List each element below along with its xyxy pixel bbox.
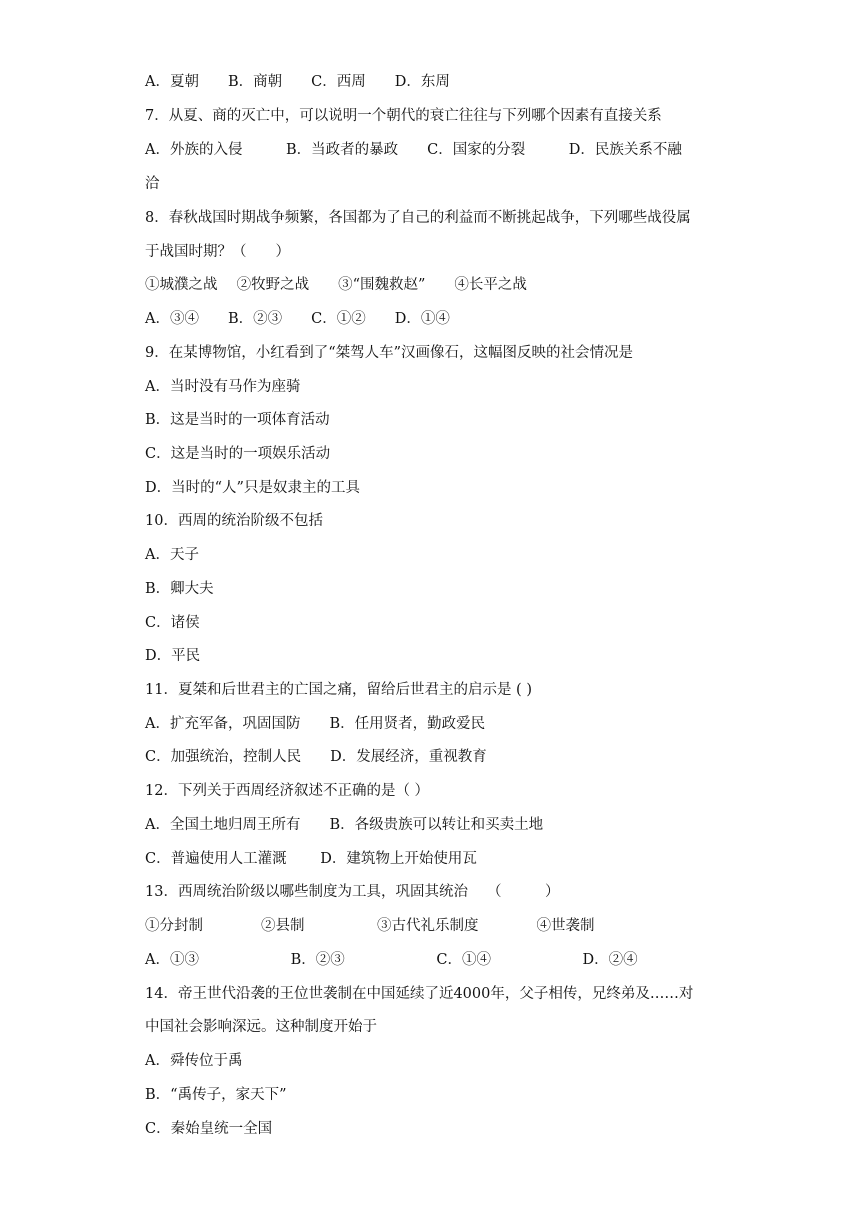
q10-stem: 10．西周的统治阶级不包括 [145,513,323,529]
q9-option-c: C．这是当时的一项娱乐活动 [145,446,331,462]
q14-option-c: C．秦始皇统一全国 [145,1121,273,1137]
q11-options-cd: C．加强统治，控制人民 D．发展经济，重视教育 [145,749,487,765]
q14-stem: 14．帝王世代沿袭的王位世袭制在中国延续了近4000年，父子相传，兄终弟及……对 [145,986,694,1002]
q8-stem-cont: 于战国时期？（ ） [145,244,290,260]
q12-options-cd: C．普遍使用人工灌溉 D．建筑物上开始使用瓦 [145,851,477,867]
q7-stem: 7．从夏、商的灭亡中，可以说明一个朝代的衰亡往往与下列哪个因素有直接关系 [145,108,662,124]
q10-option-d: D．平民 [145,648,201,664]
q13-stem: 13．西周统治阶级以哪些制度为工具，巩固其统治 （ ） [145,884,560,900]
q9-stem: 9．在某博物馆，小红看到了“桀驾人车”汉画像石，这幅图反映的社会情况是 [145,345,634,361]
q11-options-ab: A．扩充军备，巩固国防 B．任用贤者，勤政爱民 [145,716,486,732]
q11-stem: 11．夏桀和后世君主的亡国之痛，留给后世君主的启示是 ( ) [145,682,532,698]
q13-items: ①分封制 ②县制 ③古代礼乐制度 ④世袭制 [145,918,595,934]
q6-options: A．夏朝 B．商朝 C．西周 D．东周 [145,74,450,90]
q14-option-b: B．“禹传子，家天下” [145,1087,287,1103]
q7-options: A．外族的入侵 B．当政者的暴政 C．国家的分裂 D．民族关系不融 [145,142,682,158]
q9-option-d: D．当时的“人”只是奴隶主的工具 [145,480,360,496]
q10-option-c: C．诸侯 [145,615,200,631]
q12-options-ab: A．全国土地归周王所有 B．各级贵族可以转让和买卖土地 [145,817,544,833]
q8-stem: 8．春秋战国时期战争频繁，各国都为了自己的利益而不断挑起战争，下列哪些战役属 [145,210,691,226]
q8-items: ①城濮之战 ②牧野之战 ③“围魏救赵” ④长平之战 [145,277,527,293]
q9-option-b: B．这是当时的一项体育活动 [145,412,330,428]
q14-option-a: A．舜传位于禹 [145,1053,243,1069]
q14-stem-cont: 中国社会影响深远。这种制度开始于 [145,1019,377,1035]
q10-option-b: B．卿大夫 [145,581,214,597]
q10-option-a: A．天子 [145,547,199,563]
q12-stem: 12．下列关于西周经济叙述不正确的是（ ） [145,783,430,799]
q7-options-cont: 洽 [145,176,160,192]
q13-options: A．①③ B．②③ C．①④ D．②④ [145,952,638,968]
q8-options: A．③④ B．②③ C．①② D．①④ [145,311,450,327]
q9-option-a: A．当时没有马作为座骑 [145,379,301,395]
